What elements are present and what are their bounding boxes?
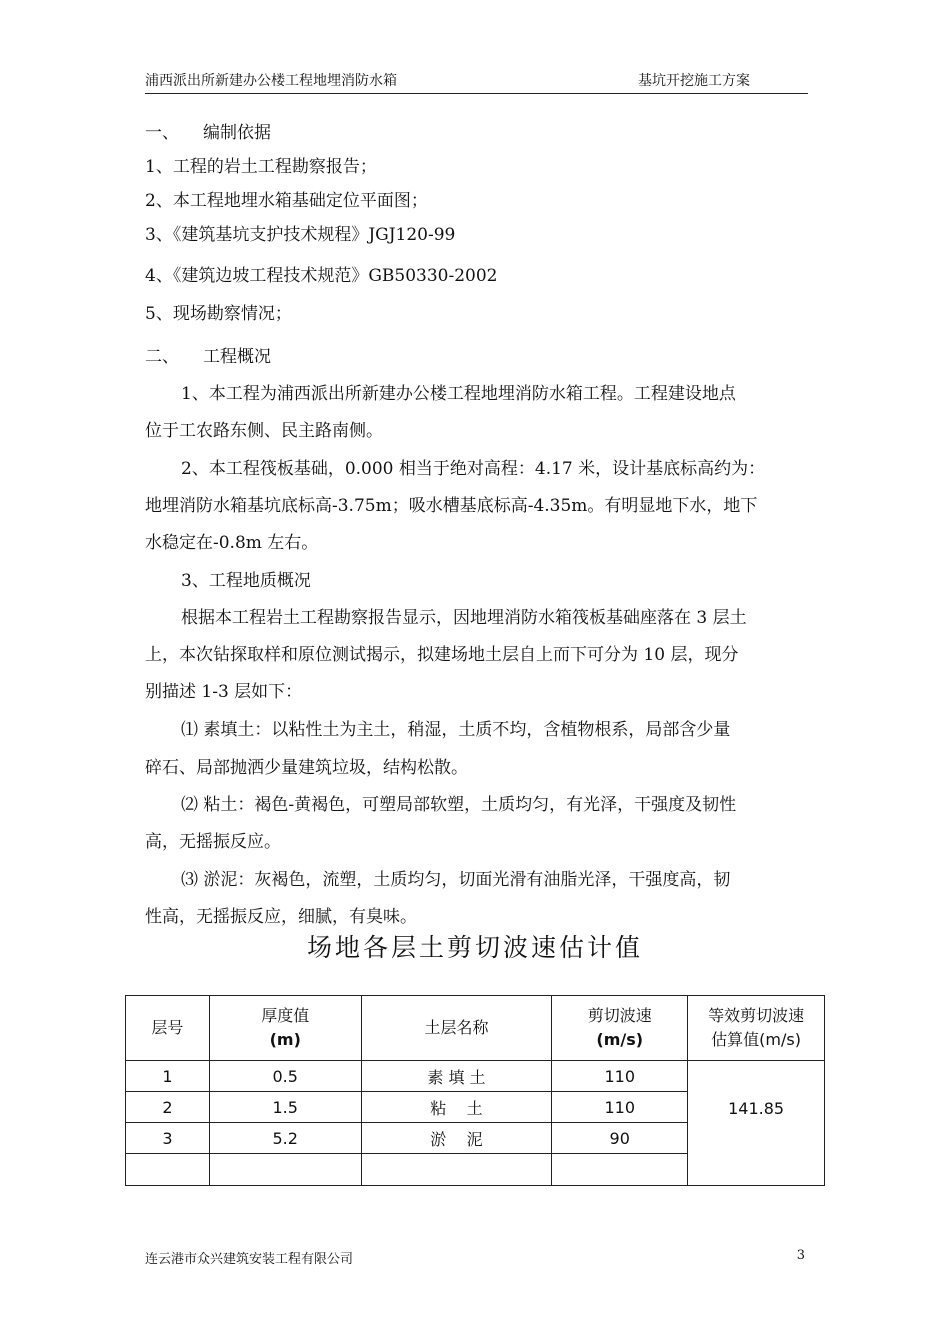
cell-empty	[209, 1154, 361, 1186]
basis-item: 4、《建筑边坡工程技术规范》GB50330-2002	[145, 266, 498, 286]
paragraph-line: 碎石、局部抛洒少量建筑垃圾，结构松散。	[145, 758, 468, 778]
page-header	[145, 66, 808, 94]
header-equivalent	[688, 996, 825, 1061]
paragraph-line: ⑶ 淤泥：灰褐色，流塑，土质均匀，切面光滑有油脂光泽，干强度高，韧	[181, 870, 731, 890]
table-title: 场地各层土剪切波速估计值	[306, 933, 643, 962]
paragraph-line: 1、本工程为浦西派出所新建办公楼工程地埋消防水箱工程。工程建设地点	[181, 384, 736, 404]
footer-company: 连云港市众兴建筑安装工程有限公司	[145, 1252, 354, 1267]
shear-wave-table	[125, 995, 825, 1186]
cell-velocity: 110	[552, 1092, 688, 1123]
basis-item: 3、《建筑基坑支护技术规程》JGJ120-99	[145, 225, 456, 245]
cell-empty	[552, 1154, 688, 1186]
section-1-number: 一、	[145, 123, 179, 143]
paragraph-line: ⑴ 素填土：以粘性土为主土，稍湿，土质不均，含植物根系，局部含少量	[181, 720, 731, 740]
basis-item: 2、本工程地埋水箱基础定位平面图；	[145, 191, 428, 211]
basis-item: 5、现场勘察情况；	[145, 304, 292, 324]
paragraph-line: 水稳定在-0.8m 左右。	[145, 533, 319, 553]
section-2-number: 二、	[145, 347, 179, 367]
cell-soil-name: 素 填 土	[361, 1061, 552, 1092]
header-velocity-label: 剪切波速	[587, 1006, 652, 1025]
cell-equivalent-velocity: 141.85	[688, 1061, 825, 1186]
paragraph-line: 位于工农路东侧、民主路南侧。	[145, 421, 383, 441]
header-layer	[126, 996, 210, 1061]
paragraph-line: 上，本次钻探取样和原位测试揭示，拟建场地土层自上而下可分为 10 层，现分	[145, 645, 739, 665]
subsection-title: 3、工程地质概况	[181, 571, 311, 591]
header-thickness-unit: (m)	[269, 1030, 301, 1049]
section-1-title: 编制依据	[203, 123, 271, 143]
header-equivalent-unit: 估算值(m/s)	[711, 1030, 801, 1049]
section-1-heading	[145, 121, 271, 145]
paragraph-line: 别描述 1-3 层如下：	[145, 682, 303, 702]
header-soil-name-text: 土层名称	[424, 1018, 489, 1037]
header-equivalent-label: 等效剪切波速	[708, 1006, 805, 1025]
cell-thickness: 1.5	[209, 1092, 361, 1123]
table-row	[126, 1061, 825, 1092]
cell-velocity: 90	[552, 1123, 688, 1154]
paragraph-line: ⑵ 粘土：褐色-黄褐色，可塑局部软塑，土质均匀，有光泽，干强度及韧性	[181, 795, 737, 815]
cell-empty	[126, 1154, 210, 1186]
paragraph-line: 根据本工程岩土工程勘察报告显示，因地埋消防水箱筏板基础座落在 3 层土	[181, 608, 747, 628]
header-doc-title: 基坑开挖施工方案	[638, 73, 750, 89]
cell-thickness: 0.5	[209, 1061, 361, 1092]
paragraph-line: 地埋消防水箱基坑底标高-3.75m；吸水槽基底标高-4.35m。有明显地下水，地下	[145, 496, 758, 516]
cell-layer: 2	[126, 1092, 210, 1123]
header-thickness	[209, 996, 361, 1061]
cell-layer: 1	[126, 1061, 210, 1092]
section-2-heading	[145, 345, 271, 369]
paragraph-line: 2、本工程筏板基础，0.000 相当于绝对高程：4.17 米，设计基底标高约为：	[181, 459, 766, 479]
cell-soil-name: 粘 土	[361, 1092, 552, 1123]
table-header-row	[126, 996, 825, 1061]
header-layer-text: 层号	[151, 1018, 184, 1037]
header-velocity-unit: (m/s)	[596, 1030, 644, 1049]
header-soil-name	[361, 996, 552, 1061]
cell-velocity: 110	[552, 1061, 688, 1092]
page-number: 3	[796, 1248, 805, 1263]
cell-layer: 3	[126, 1123, 210, 1154]
cell-soil-name: 淤 泥	[361, 1123, 552, 1154]
header-project-title: 浦西派出所新建办公楼工程地埋消防水箱	[145, 73, 397, 89]
cell-empty	[361, 1154, 552, 1186]
header-velocity	[552, 996, 688, 1061]
section-2-title: 工程概况	[203, 347, 271, 367]
basis-item: 1、工程的岩土工程勘察报告；	[145, 157, 377, 177]
paragraph-line: 高，无摇振反应。	[145, 832, 281, 852]
cell-thickness: 5.2	[209, 1123, 361, 1154]
paragraph-line: 性高，无摇振反应，细腻，有臭味。	[145, 907, 417, 927]
header-thickness-label: 厚度值	[261, 1006, 310, 1025]
